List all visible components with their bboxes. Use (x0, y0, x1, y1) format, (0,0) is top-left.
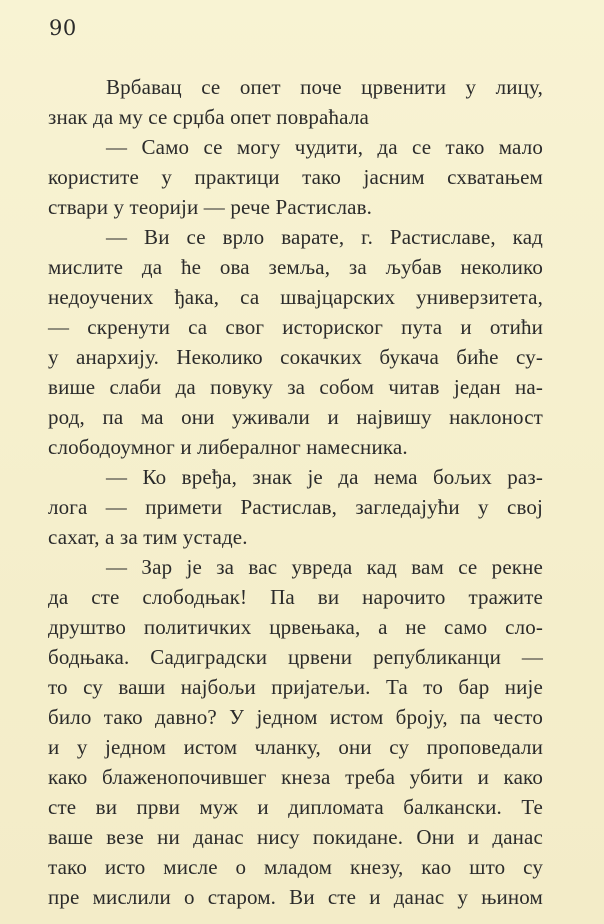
text-line: — Ко вређа, знак је да нема бољих раз- (106, 465, 543, 489)
text-line: недоучених ђака, са швајцарских универзитета, (48, 285, 543, 309)
text-line: род, па ма они уживали и највишу наклоност (48, 405, 543, 429)
text-line: — Само се могу чудити, да се тако мало (106, 135, 543, 159)
text-line: то су ваши најбољи пријатељи. Та то бар није (48, 675, 543, 699)
text-line: било тако давно? У једном истом броју, па често (48, 705, 543, 729)
text-line: знак да му се срџба опет повраћала (48, 105, 369, 129)
text-line: друштво политичких црвењака, а не само сло- (48, 615, 543, 639)
text-line: пре мислили о старом. Ви сте и данас у њином (48, 885, 543, 909)
text-line: — Ви се врло варате, г. Растиславе, кад (106, 225, 543, 249)
text-line: Врбавац се опет поче црвенити у лицу, (106, 75, 543, 99)
text-line: ствари у теорији — рече Растислав. (48, 195, 373, 219)
text-line: — Зар је за вас увреда кад вам се рекне (106, 555, 543, 579)
text-line: сахат, а за тим устаде. (48, 525, 248, 549)
text-line: и у једном истом чланку, они су проповедали (48, 735, 543, 759)
text-line: лога — примети Растислав, загледајући у свој (48, 495, 543, 519)
text-line: сте ви први муж и дипломата балкански. Те (48, 795, 543, 819)
text-line: бодњака. Садиградски црвени републиканци — (48, 645, 543, 669)
text-line: мислите да ће ова земља, за љубав неколико (48, 255, 543, 279)
text-line: ваше везе ни данас нису покидане. Они и данас (48, 825, 543, 849)
text-line: тако исто мисле о младом кнезу, као што су (48, 855, 543, 879)
text-line: како блаженопочившег кнеза треба убити и како (48, 765, 543, 789)
text-line: да сте слободњак! Па ви нарочито тражите (48, 585, 543, 609)
page-number: 90 (49, 16, 77, 40)
text-line: — скренути са свог историског пута и отићи (48, 315, 543, 339)
text-line: користите у практици тако јасним схватањем (48, 165, 543, 189)
text-line: у анархију. Неколико сокачких букача биће су- (48, 345, 543, 369)
text-line: слободоумног и либералног намесника. (48, 435, 408, 459)
text-line: више слаби да повуку за собом читав један на- (48, 375, 543, 399)
body-text (48, 72, 543, 912)
